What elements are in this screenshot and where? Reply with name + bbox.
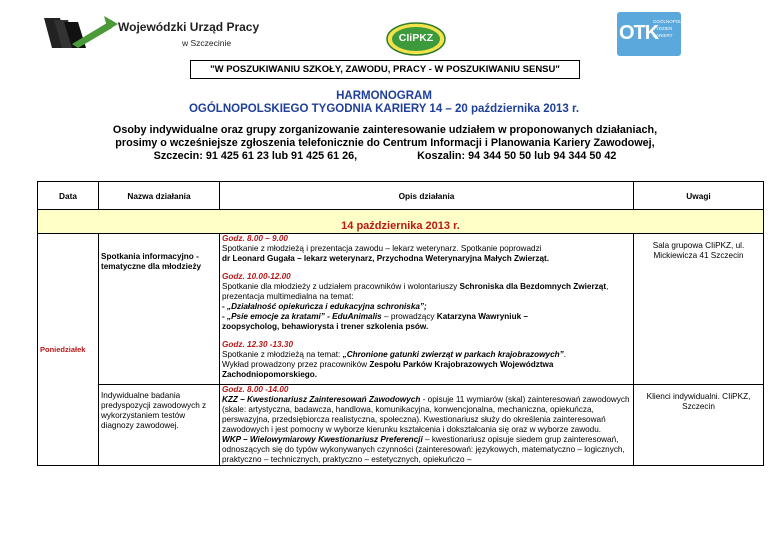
contact-koszalin: Koszalin: 94 344 50 50 lub 94 344 50 42 xyxy=(417,150,617,162)
intro-line-2: prosimy o wcześniejsze zgłoszenia telefonicznie do Centrum Informacji i Planowania Kariery Zawodowej, xyxy=(115,137,655,149)
activity-name: Spotkania informacyjno - tematyczne dla młodzieży xyxy=(99,234,220,385)
description-text: KZZ – Kwestionariusz Zainteresowań Zawodowych - opisuje 11 wymiarów (skal) zainteresowań zawodowych (skale: artystyczna, badawcza, handlowa, komunikacyjna, konwencjonalna, mechaniczna, opiekuńcza, perswazyjna, przedsiębiorcza realistyczna, społeczna). Kwestionariusz służy do określenia zainteresowań zawodowych i jest pomocny w wyborze kierunku kształcenia i dokształcania się oraz w wyborze zawodu. xyxy=(222,395,630,434)
description-block xyxy=(222,234,631,264)
table-header-row xyxy=(38,182,764,210)
intro-contacts xyxy=(60,150,710,163)
ciipkz-logo xyxy=(386,22,446,56)
description-text: dr Leonard Gugała – lekarz weterynarz, Przychodna Weterynaryjna Małych Zwierząt. xyxy=(222,254,550,263)
page-subtitle: OGÓLNOPOLSKIEGO TYGODNIA KARIERY 14 – 20 października 2013 r. xyxy=(188,103,580,115)
table-row xyxy=(38,234,764,385)
description-text: - „Działalność opiekuńcza i edukacyjna schroniska”; xyxy=(222,302,427,311)
time-label: Godz. 8.00 – 9.00 xyxy=(222,234,288,243)
day-cell: Poniedziałek xyxy=(38,234,99,466)
activity-description xyxy=(220,385,634,466)
ciipkz-logo-text: CIiPKZ xyxy=(398,32,434,44)
intro-text xyxy=(60,124,710,163)
description-text: Wykład prowadzony przez pracowników Zespołu Parków Krajobrazowych Województwa Zachodniopomorskiego. xyxy=(222,360,554,379)
org-name: Wojewódzki Urząd Pracy xyxy=(118,20,260,34)
otk-word-3: KARIERY xyxy=(653,33,673,38)
description-text: - „Psie emocje za kratami” - EduAnimalis – prowadzący Katarzyna Wawryniuk – xyxy=(222,312,528,321)
description-text: Spotkanie dla młodzieży z udziałem pracowników i wolontariuszy Schroniska dla Bezdomnych Zwierząt, prezentacja multimedialna na temat: xyxy=(222,282,609,301)
page-title: HARMONOGRAM xyxy=(336,90,432,102)
activity-description xyxy=(220,234,634,385)
time-label: Godz. 8.00 -14.00 xyxy=(222,385,289,394)
page-header xyxy=(0,0,768,60)
activity-name: Indywidualne badania predyspozycji zawodowych z wykorzystaniem testów diagnozy zawodowej. xyxy=(99,385,220,466)
date-heading: 14 października 2013 r. xyxy=(38,210,764,234)
otk-word-1: OGÓLNOPOLSKI xyxy=(653,19,690,24)
motto-box: "W POSZUKIWANIU SZKOŁY, ZAWODU, PRACY - W POSZUKIWANIU SENSU" xyxy=(190,60,580,79)
otk-word-2: TYDZIEŃ xyxy=(653,26,673,31)
table-row xyxy=(38,385,764,466)
org-city: w Szczecinie xyxy=(182,38,232,48)
description-text: WKP – Wielowymiarowy Kwestionariusz Preferencji – kwestionariusz opisuje siedem grup zainteresowań, odnoszących się do typów wykonywanych czynności (zainteresowań: językowych, matematyczno – logicznych, praktyczno – technicznych, praktyczno – estetycznych, opiekuńczo – xyxy=(222,435,625,464)
contact-szczecin: Szczecin: 91 425 61 23 lub 91 425 61 26, xyxy=(153,150,358,162)
time-label: Godz. 12.30 -13.30 xyxy=(222,340,293,349)
description-text: Spotkanie z młodzieżą i prezentacja zawodu – lekarz weterynarz. Spotkanie poprowadzi xyxy=(222,244,542,253)
otk-letters: OTK xyxy=(619,22,659,44)
description-block xyxy=(222,272,631,332)
time-label: Godz. 10.00-12.00 xyxy=(222,272,291,281)
otk-logo xyxy=(617,12,690,56)
header-data: Data xyxy=(38,182,99,210)
header-nazwa: Nazwa działania xyxy=(99,182,220,210)
header-opis: Opis działania xyxy=(220,182,634,210)
date-row xyxy=(38,210,764,234)
description-block xyxy=(222,340,631,380)
schedule-table xyxy=(37,181,764,466)
header-uwagi: Uwagi xyxy=(634,182,764,210)
description-text: Spotkanie z młodzieżą na temat: „Chronione gatunki zwierząt w parkach krajobrazowych”. xyxy=(222,350,567,359)
intro-line-1: Osoby indywidualne oraz grupy zorganizowanie zainteresowanie udziałem w proponowanych działaniach, xyxy=(112,124,658,136)
wup-logo xyxy=(42,14,260,54)
remarks-cell: Sala grupowa CIiPKZ, ul. Mickiewicza 41 Szczecin xyxy=(634,234,764,385)
otk-words xyxy=(653,18,689,39)
remarks-cell: Klienci indywidualni. CIiPKZ, Szczecin xyxy=(634,385,764,466)
description-text: zoopsycholog, behawiorysta i trener szkolenia psów. xyxy=(222,322,429,331)
